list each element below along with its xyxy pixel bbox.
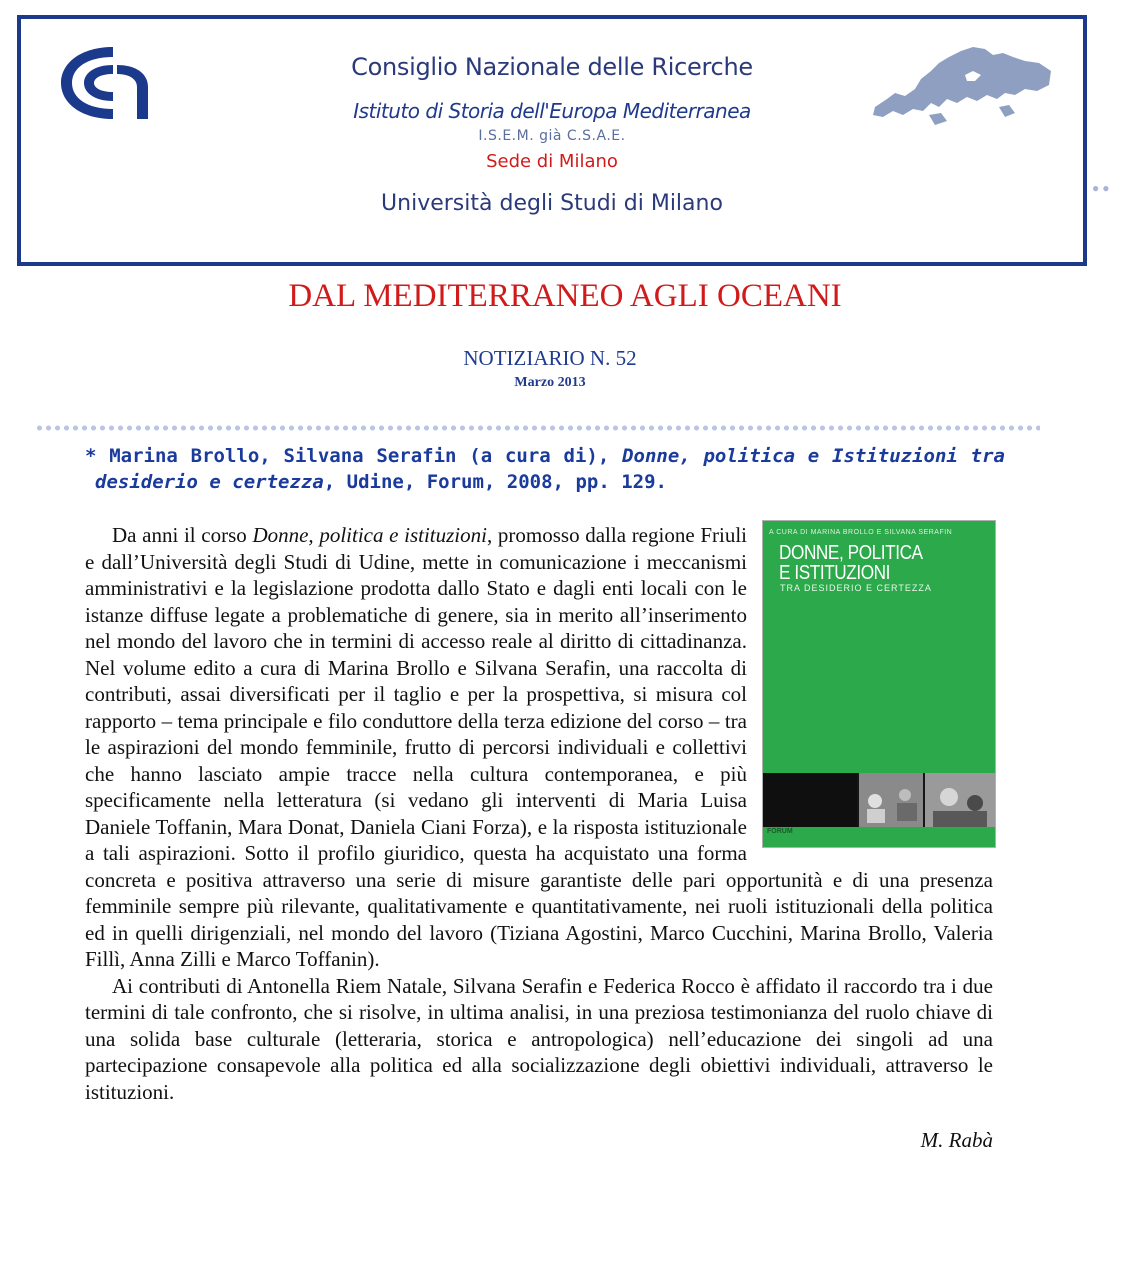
cover-title-line-1: DONNE, POLITICA <box>779 542 923 564</box>
cover-publisher: FORUM <box>767 828 793 835</box>
decorative-dots: ● ● <box>1092 181 1110 195</box>
p1-course-title: Donne, politica e istituzioni <box>252 523 487 547</box>
institution-name: Consiglio Nazionale delle Ricerche <box>351 53 753 81</box>
cover-space <box>755 522 993 858</box>
author-signature: M. Rabà <box>920 1128 993 1152</box>
book-citation <box>85 443 1005 495</box>
office-location: Sede di Milano <box>486 151 618 172</box>
p1-rest: , promosso dalla regione Friuli e dall’Università degli Studi di Udine, mette in comunicazione i meccanismi amministrativi e la legislazione prodotta dallo Stato e dagli enti locali con le istanze diffuse legate a problematiche di genere, sia in merito all’inserimento nel mondo del lavoro che in termini di accesso reale al diritto di cittadinanza. Nel volume edito a cura di Marina Brollo e Silvana Serafin, una raccolta di contributi, assai diversificati per il taglio e per la prospettiva, si misura col rapporto – tema principale e filo conduttore della terza edizione del corso – tra le aspirazioni del mondo femminile, frutto di percorsi individuali e collettivi che hanno lasciato ampie tracce nella cultura contemporanea, e più specificamente nella letteratura (si vedano gli interventi di Maria Luisa Daniele Toffanin, Mara Donat, Daniela Ciani Forza), e la risposta istituzionale a tali aspirazioni. Sotto il profilo giuridico, questa ha acquistato una forma concreta e positiva attraverso una serie di misure garantiste delle pari opportunità e di una presenza femminile sempre più rilevante, qualitativamente e quantitativamente, nei ruoli istituzionali della politica ed in quelli dirigenziali, nel mondo del lavoro (Tiziana Agostini, Marco Cucchini, Marina Brollo, Valeria Fillì, Anna Zilli e Marco Toffanin). <box>85 523 993 971</box>
review-body <box>85 522 993 1105</box>
institute-acronym: I.S.E.M. già C.S.A.E. <box>478 128 626 144</box>
p1-start: Da anni il corso <box>112 523 253 547</box>
issue-number: NOTIZIARIO N. 52 <box>463 346 637 370</box>
mediterranean-map-icon <box>869 41 1054 131</box>
newsletter-title: DAL MEDITERRANEO AGLI OCEANI <box>288 278 842 314</box>
citation-title: Donne, politica e Istituzioni tra desiderio e certezza <box>95 445 1005 493</box>
paragraph-2: Ai contributi di Antonella Riem Natale, Silvana Serafin e Federica Rocco è affidato il raccordo tra i due termini di tale confronto, che si risolve, in ultima analisi, in una preziosa testimonianza del ruolo chiave di una solida base culturale (letteraria, storica e antropologica) nell’educazione dei singoli ad una partecipazione consapevole alla politica ed alla socializzazione degli obiettivi individuali, attraverso le istituzioni. <box>85 973 993 1104</box>
cover-editors: A CURA DI MARINA BROLLO E SILVANA SERAFIN <box>769 529 953 536</box>
institute-name: Istituto di Storia dell'Europa Mediterranea <box>353 99 751 123</box>
dotted-divider <box>35 425 1040 431</box>
cover-title-line-2: E ISTITUZIONI <box>779 562 890 584</box>
university-name: Università degli Studi di Milano <box>381 191 723 216</box>
citation-authors: * Marina Brollo, Silvana Serafin (a cura di), <box>85 445 623 467</box>
cover-subtitle: TRA DESIDERIO E CERTEZZA <box>780 583 932 593</box>
issue-date: Marzo 2013 <box>514 375 586 390</box>
letterhead <box>17 15 1087 266</box>
citation-publication: , Udine, Forum, 2008, pp. 129. <box>323 471 667 493</box>
